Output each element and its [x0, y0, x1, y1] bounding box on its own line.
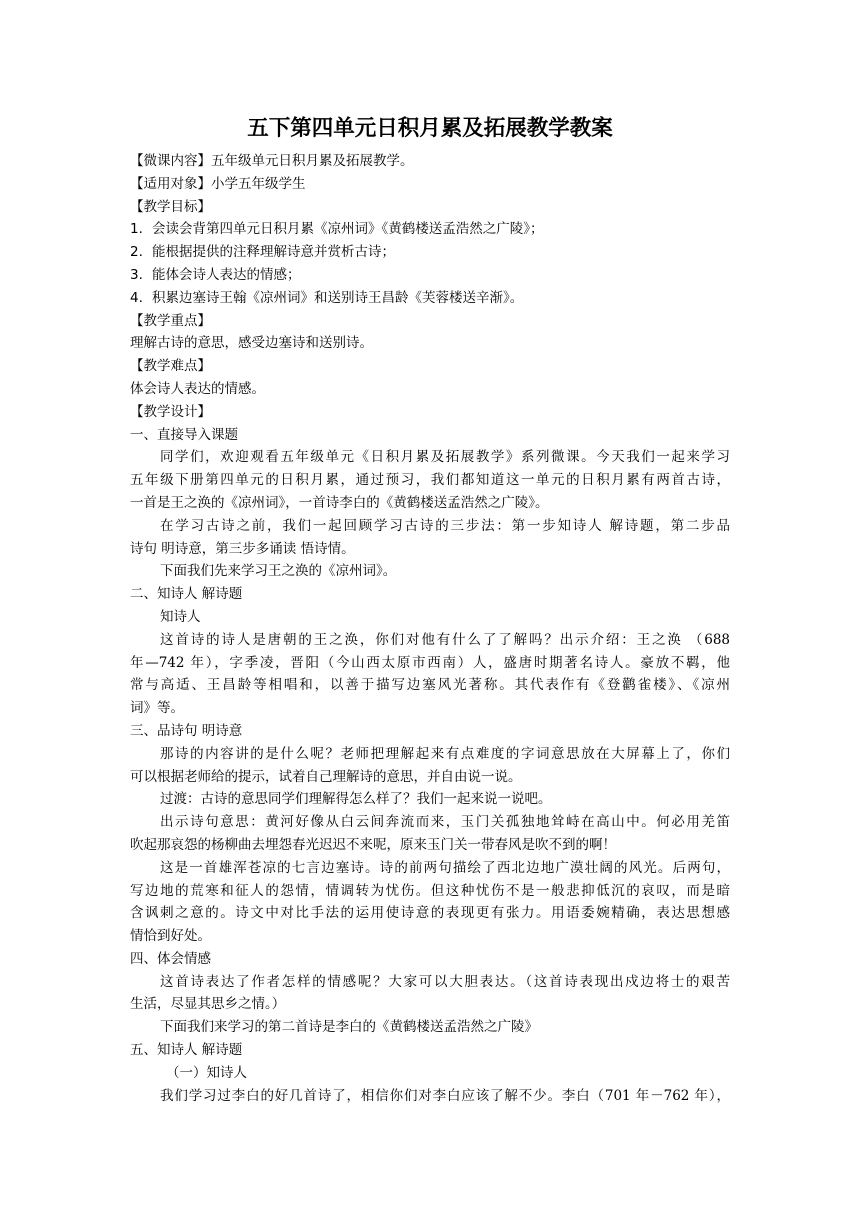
paragraph-line: 年—742 年），字季凌，晋阳（今山西太原市西南）人，盛唐时期著名诗人。豪放不羁，他: [130, 654, 730, 671]
paragraph-line: 吹起那哀怨的杨柳曲去埋怨春光迟迟不来呢，原来玉门关一带春风是吹不到的啊！: [130, 836, 616, 853]
paragraph-line: 在学习古诗之前，我们一起回顾学习古诗的三步法：第一步知诗人 解诗题，第二步品: [160, 517, 730, 534]
section-heading: 【教学设计】: [130, 403, 211, 420]
text-line: 理解古诗的意思，感受边塞诗和送别诗。: [130, 335, 373, 352]
paragraph-line: 一首是王之涣的《凉州词》，一首诗李白的《黄鹤楼送孟浩然之广陵》。: [130, 494, 549, 511]
paragraph-line: 情恰到好处。: [130, 928, 211, 945]
section-heading: 【教学重点】: [130, 312, 211, 329]
paragraph-line: 下面我们先来学习王之涣的《凉州词》。: [160, 563, 397, 580]
section-heading: 一、直接导入课题: [130, 426, 238, 443]
page-title: 五下第四单元日积月累及拓展教学教案: [247, 116, 613, 141]
list-text: 能根据提供的注释理解诗意并赏析古诗；: [152, 244, 395, 261]
paragraph-line: 这是一首雄浑苍凉的七言边塞诗。诗的前两句描绘了西北边地广漠壮阔的风光。后两句，: [160, 859, 730, 876]
paragraph-line: 可以根据老师给的提示，试着自己理解诗的意思，并自由说一说。: [130, 768, 522, 785]
section-heading: 五、知诗人 解诗题: [130, 1042, 243, 1059]
paragraph-line: 这首诗表达了作者怎样的情感呢？大家可以大胆表达。（这首诗表现出戍边将士的艰苦: [160, 973, 730, 990]
paragraph-line: 那诗的内容讲的是什么呢？老师把理解起来有点难度的字词意思放在大屏幕上了，你们: [160, 745, 730, 762]
paragraph-line: 下面我们来学习的第二首诗是李白的《黄鹤楼送孟浩然之广陵》: [160, 1019, 538, 1036]
paragraph-line: 五年级下册第四单元的日积月累，通过预习，我们都知道这一单元的日积月累有两首古诗，: [130, 472, 730, 489]
list-number: 1.: [130, 221, 143, 238]
sub-heading: （一）知诗人: [166, 1064, 247, 1081]
section-heading: 【教学难点】: [130, 358, 211, 375]
list-item: [130, 218, 730, 241]
list-item: [130, 287, 730, 310]
paragraph-line: 词》等。: [130, 700, 184, 717]
text-line: 【适用对象】小学五年级学生: [130, 175, 306, 192]
list-item: [130, 241, 730, 264]
paragraph-line: 同学们，欢迎观看五年级单元《日积月累及拓展教学》系列微课。今天我们一起来学习: [160, 449, 730, 466]
list-number: 4.: [130, 289, 143, 306]
text-line: 体会诗人表达的情感。: [130, 380, 265, 397]
text-line: 【微课内容】五年级单元日积月累及拓展教学。: [130, 153, 414, 169]
paragraph-line: 这首诗的诗人是唐朝的王之涣，你们对他有什么了了解吗？出示介绍：王之涣 （688: [160, 631, 730, 648]
sub-heading: 知诗人: [160, 608, 201, 625]
paragraph-line: 出示诗句意思：黄河好像从白云间奔流而来，玉门关孤独地耸峙在高山中。何必用羌笛: [160, 814, 730, 831]
paragraph-line: 过渡：古诗的意思同学们理解得怎么样了？我们一起来说一说吧。: [160, 791, 552, 808]
paragraph-line: 生活，尽显其思乡之情。）: [130, 996, 286, 1013]
section-heading: 二、知诗人 解诗题: [130, 586, 243, 603]
list-number: 2.: [130, 244, 143, 261]
paragraph-line: 常与高适、王昌龄等相唱和，以善于描写边塞风光著称。其代表作有《登鹳雀楼》、《凉州: [130, 677, 730, 694]
section-heading: 三、品诗句 明诗意: [130, 722, 243, 739]
paragraph-line: 写边地的荒寒和征人的怨情，情调转为忧伤。但这种忧伤不是一般悲抑低沉的哀叹，而是暗: [130, 882, 730, 899]
list-item: [130, 264, 730, 287]
paragraph-line: 我们学习过李白的好几首诗了，相信你们对李白应该了解不少。李白（701 年－762 年），: [160, 1087, 730, 1104]
section-heading: 四、体会情感: [130, 950, 211, 967]
document-body: [130, 150, 730, 1107]
list-text: 能体会诗人表达的情感；: [152, 266, 301, 283]
paragraph-line: 诗句 明诗意，第三步多诵读 悟诗情。: [130, 540, 355, 557]
section-heading: 【教学目标】: [130, 198, 211, 215]
list-text: 会读会背第四单元日积月累《凉州词》《黄鹤楼送孟浩然之广陵》；: [152, 221, 544, 238]
list-text: 积累边塞诗王翰《凉州词》和送别诗王昌龄《芙蓉楼送辛渐》。: [152, 289, 524, 306]
paragraph-line: 含讽刺之意的。诗文中对比手法的运用使诗意的表现更有张力。用语委婉精确，表达思想感: [130, 905, 730, 922]
list-number: 3.: [130, 266, 143, 283]
